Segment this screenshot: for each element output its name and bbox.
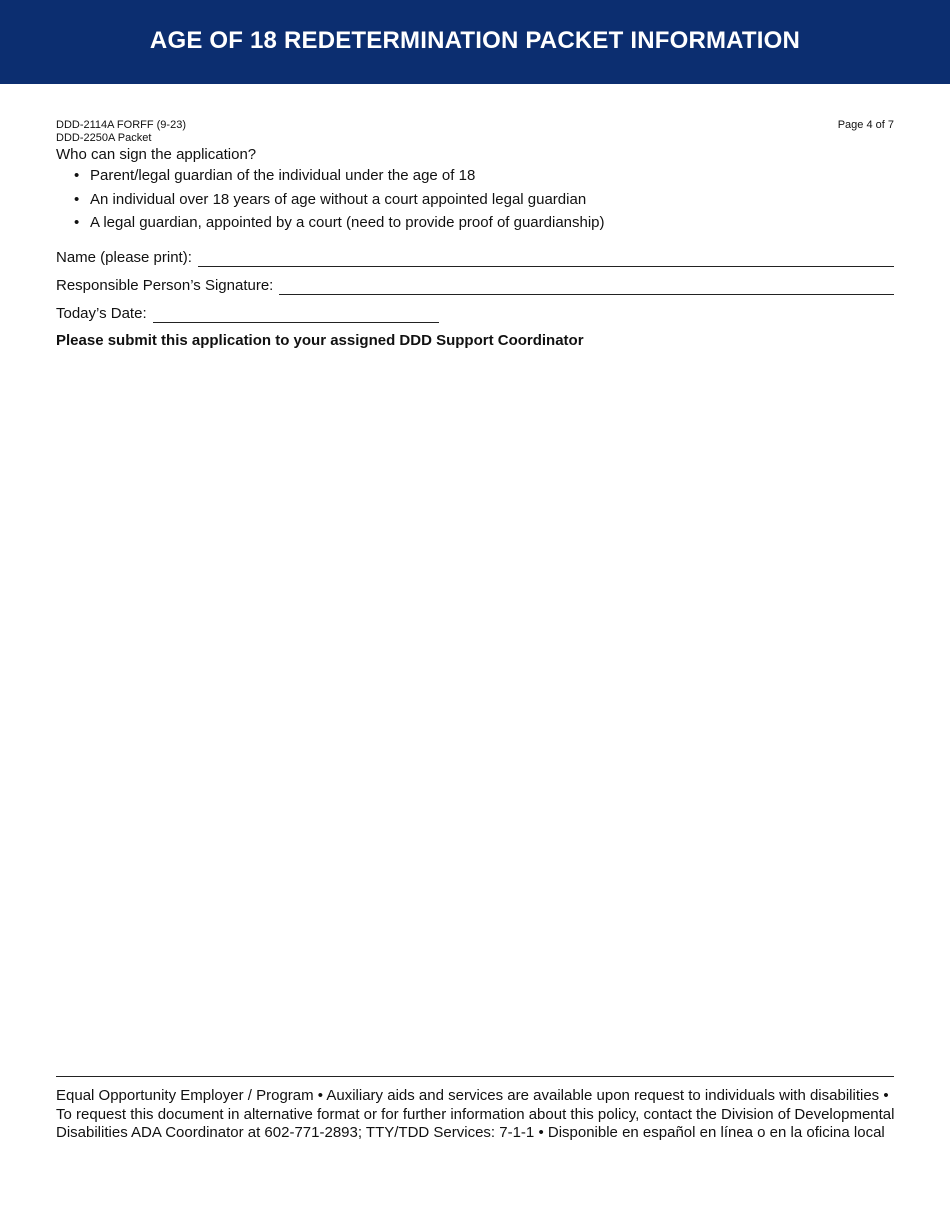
name-field-label: Name (please print): — [56, 248, 192, 266]
list-item-text: Parent/legal guardian of the individual under the age of 18 — [90, 167, 476, 184]
footer-notice: Equal Opportunity Employer / Program • Auxiliary aids and services are available upon request to individuals with disabilities • To request this document in alternative format or for further information about this policy, contact the Division of Developmental Disabilities ADA Coordinator at 602-771-2893; TTY/TDD Services: 7-1-1 • Disponible en español en línea o en la oficina local — [56, 1087, 895, 1141]
signature-field-label: Responsible Person’s Signature: — [56, 276, 274, 294]
date-field[interactable] — [153, 308, 439, 323]
list-item — [56, 211, 894, 235]
packet-number: DDD-2250A Packet — [56, 132, 152, 144]
submit-instructions: Please submit this application to your assigned DDD Support Coordinator — [56, 331, 584, 349]
bullet-icon: • — [74, 167, 80, 184]
bullet-icon: • — [74, 190, 80, 208]
form-identifiers — [56, 119, 186, 145]
list-item — [56, 164, 894, 188]
list-item — [56, 188, 894, 212]
signature-field-row — [56, 267, 894, 295]
signature-field[interactable] — [279, 280, 894, 295]
name-field[interactable] — [198, 252, 894, 267]
page-title: AGE OF 18 REDETERMINATION PACKET INFORMATION — [149, 27, 801, 54]
date-field-label: Today’s Date: — [56, 304, 147, 322]
signer-question: Who can sign the application? — [56, 146, 257, 163]
list-item-text: An individual over 18 years of age without a court appointed legal guardian — [90, 190, 587, 208]
main-content — [56, 146, 894, 350]
bullet-icon: • — [74, 214, 80, 231]
date-field-row — [56, 295, 894, 323]
name-field-row — [56, 239, 894, 267]
list-item-text: A legal guardian, appointed by a court (need to provide proof of guardianship) — [90, 214, 605, 231]
form-number: DDD-2114A FORFF (9-23) — [56, 119, 186, 131]
page-number: Page 4 of 7 — [837, 119, 894, 131]
header-banner — [0, 0, 950, 84]
footer-divider — [56, 1076, 894, 1077]
signer-list — [56, 164, 894, 235]
